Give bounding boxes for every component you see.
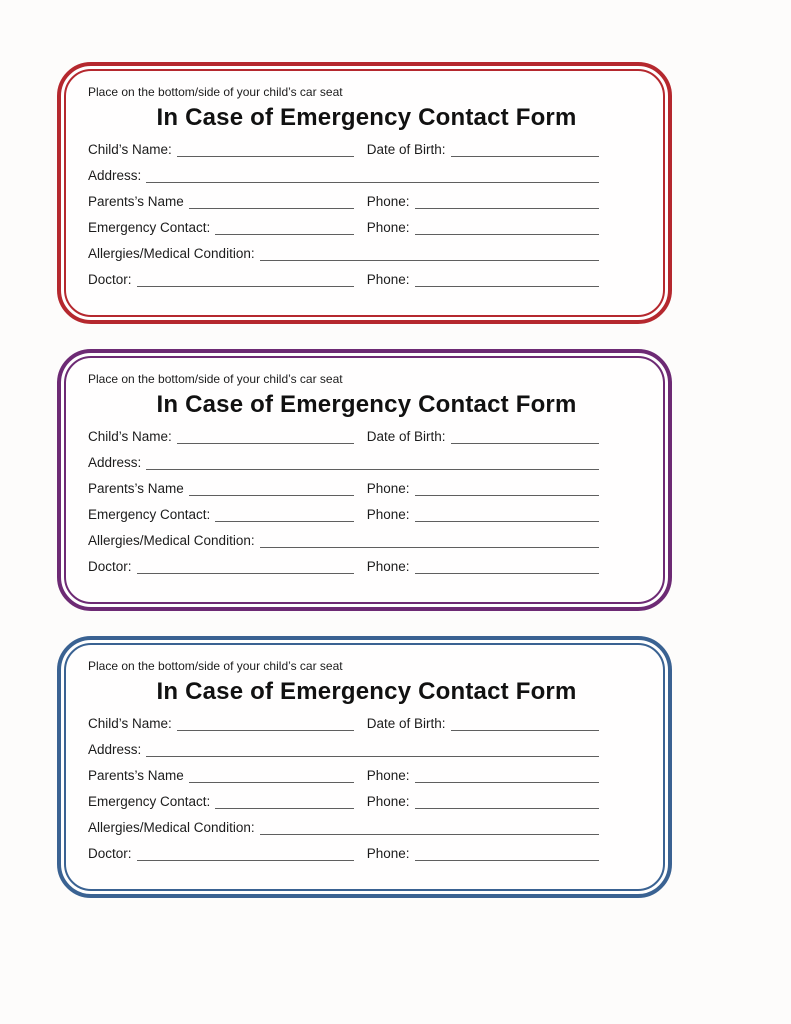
- field-label: Child’s Name:: [88, 429, 172, 444]
- blank-write-in-line: [415, 482, 599, 496]
- field-label: Doctor:: [88, 846, 132, 861]
- form-row: [88, 246, 599, 261]
- form-field: [367, 272, 599, 287]
- blank-write-in-line: [177, 430, 354, 444]
- field-label: Parents’s Name: [88, 194, 184, 209]
- form-field: [88, 742, 599, 757]
- form-field: [88, 507, 354, 522]
- blank-write-in-line: [146, 456, 599, 470]
- field-label: Phone:: [366, 794, 410, 809]
- blank-write-in-line: [260, 821, 599, 835]
- field-label: Phone:: [366, 768, 410, 783]
- field-label: Phone:: [366, 481, 410, 496]
- field-label: Date of Birth:: [366, 716, 446, 731]
- emergency-card-purple: [57, 349, 672, 611]
- blank-write-in-line: [415, 195, 599, 209]
- form-field: [88, 533, 599, 548]
- form-row: [88, 742, 599, 757]
- form-rows: [88, 142, 599, 287]
- form-row: [88, 142, 599, 157]
- form-title: In Case of Emergency Contact Form: [156, 678, 577, 705]
- form-row: [88, 846, 599, 861]
- blank-write-in-line: [215, 221, 353, 235]
- field-label: Emergency Contact:: [88, 794, 211, 809]
- form-field: [88, 194, 354, 209]
- blank-write-in-line: [177, 143, 354, 157]
- field-label: Phone:: [366, 272, 410, 287]
- field-label: Parents’s Name: [88, 768, 184, 783]
- field-label: Date of Birth:: [366, 142, 446, 157]
- form-row: [88, 429, 599, 444]
- field-label: Phone:: [366, 194, 410, 209]
- placement-instruction: Place on the bottom/side of your child’s car seat: [88, 659, 343, 673]
- form-field: [88, 168, 599, 183]
- field-label: Doctor:: [88, 559, 132, 574]
- blank-write-in-line: [215, 795, 353, 809]
- card-inner: [64, 69, 665, 317]
- form-field: [88, 246, 599, 261]
- form-row: [88, 794, 599, 809]
- field-label: Phone:: [366, 220, 410, 235]
- form-row: [88, 455, 599, 470]
- field-label: Emergency Contact:: [88, 220, 211, 235]
- form-row: [88, 194, 599, 209]
- field-label: Child’s Name:: [88, 142, 172, 157]
- form-field: [367, 559, 599, 574]
- form-field: [367, 768, 599, 783]
- form-row: [88, 272, 599, 287]
- form-field: [367, 846, 599, 861]
- form-field: [367, 507, 599, 522]
- field-label: Address:: [88, 742, 142, 757]
- blank-write-in-line: [137, 273, 354, 287]
- blank-write-in-line: [189, 769, 354, 783]
- field-label: Emergency Contact:: [88, 507, 211, 522]
- form-field: [367, 220, 599, 235]
- field-label: Date of Birth:: [366, 429, 446, 444]
- form-row: [88, 533, 599, 548]
- field-label: Phone:: [366, 559, 410, 574]
- form-field: [88, 768, 354, 783]
- placement-instruction: Place on the bottom/side of your child’s car seat: [88, 372, 343, 386]
- card-inner: [64, 643, 665, 891]
- form-rows: [88, 429, 599, 574]
- form-field: [88, 220, 354, 235]
- blank-write-in-line: [189, 482, 354, 496]
- emergency-card-red: [57, 62, 672, 324]
- blank-write-in-line: [137, 847, 354, 861]
- form-field: [88, 716, 354, 731]
- field-label: Phone:: [366, 507, 410, 522]
- blank-write-in-line: [137, 560, 354, 574]
- form-field: [88, 559, 354, 574]
- form-title: In Case of Emergency Contact Form: [156, 391, 577, 418]
- blank-write-in-line: [415, 769, 599, 783]
- form-field: [88, 794, 354, 809]
- form-field: [367, 481, 599, 496]
- form-row: [88, 481, 599, 496]
- form-field: [88, 481, 354, 496]
- blank-write-in-line: [415, 273, 599, 287]
- form-row: [88, 168, 599, 183]
- blank-write-in-line: [146, 169, 599, 183]
- card-inner: [64, 356, 665, 604]
- form-field: [367, 794, 599, 809]
- form-field: [367, 194, 599, 209]
- field-label: Allergies/Medical Condition:: [88, 533, 255, 548]
- form-field: [367, 142, 599, 157]
- field-label: Address:: [88, 455, 142, 470]
- form-field: [88, 846, 354, 861]
- form-field: [88, 272, 354, 287]
- form-field: [88, 820, 599, 835]
- blank-write-in-line: [451, 143, 599, 157]
- form-field: [88, 429, 354, 444]
- blank-write-in-line: [260, 534, 599, 548]
- blank-write-in-line: [260, 247, 599, 261]
- form-rows: [88, 716, 599, 861]
- form-row: [88, 768, 599, 783]
- form-field: [88, 455, 599, 470]
- form-row: [88, 820, 599, 835]
- form-row: [88, 507, 599, 522]
- form-field: [367, 716, 599, 731]
- blank-write-in-line: [451, 717, 599, 731]
- blank-write-in-line: [415, 560, 599, 574]
- form-field: [88, 142, 354, 157]
- field-label: Doctor:: [88, 272, 132, 287]
- emergency-card-blue: [57, 636, 672, 898]
- blank-write-in-line: [146, 743, 599, 757]
- field-label: Allergies/Medical Condition:: [88, 820, 255, 835]
- field-label: Child’s Name:: [88, 716, 172, 731]
- form-row: [88, 220, 599, 235]
- form-row: [88, 716, 599, 731]
- blank-write-in-line: [415, 847, 599, 861]
- form-title: In Case of Emergency Contact Form: [156, 104, 577, 131]
- blank-write-in-line: [177, 717, 354, 731]
- field-label: Phone:: [366, 846, 410, 861]
- form-row: [88, 559, 599, 574]
- blank-write-in-line: [189, 195, 354, 209]
- blank-write-in-line: [415, 508, 599, 522]
- blank-write-in-line: [415, 221, 599, 235]
- blank-write-in-line: [451, 430, 599, 444]
- blank-write-in-line: [215, 508, 353, 522]
- field-label: Address:: [88, 168, 142, 183]
- placement-instruction: Place on the bottom/side of your child’s car seat: [88, 85, 343, 99]
- field-label: Parents’s Name: [88, 481, 184, 496]
- blank-write-in-line: [415, 795, 599, 809]
- field-label: Allergies/Medical Condition:: [88, 246, 255, 261]
- form-field: [367, 429, 599, 444]
